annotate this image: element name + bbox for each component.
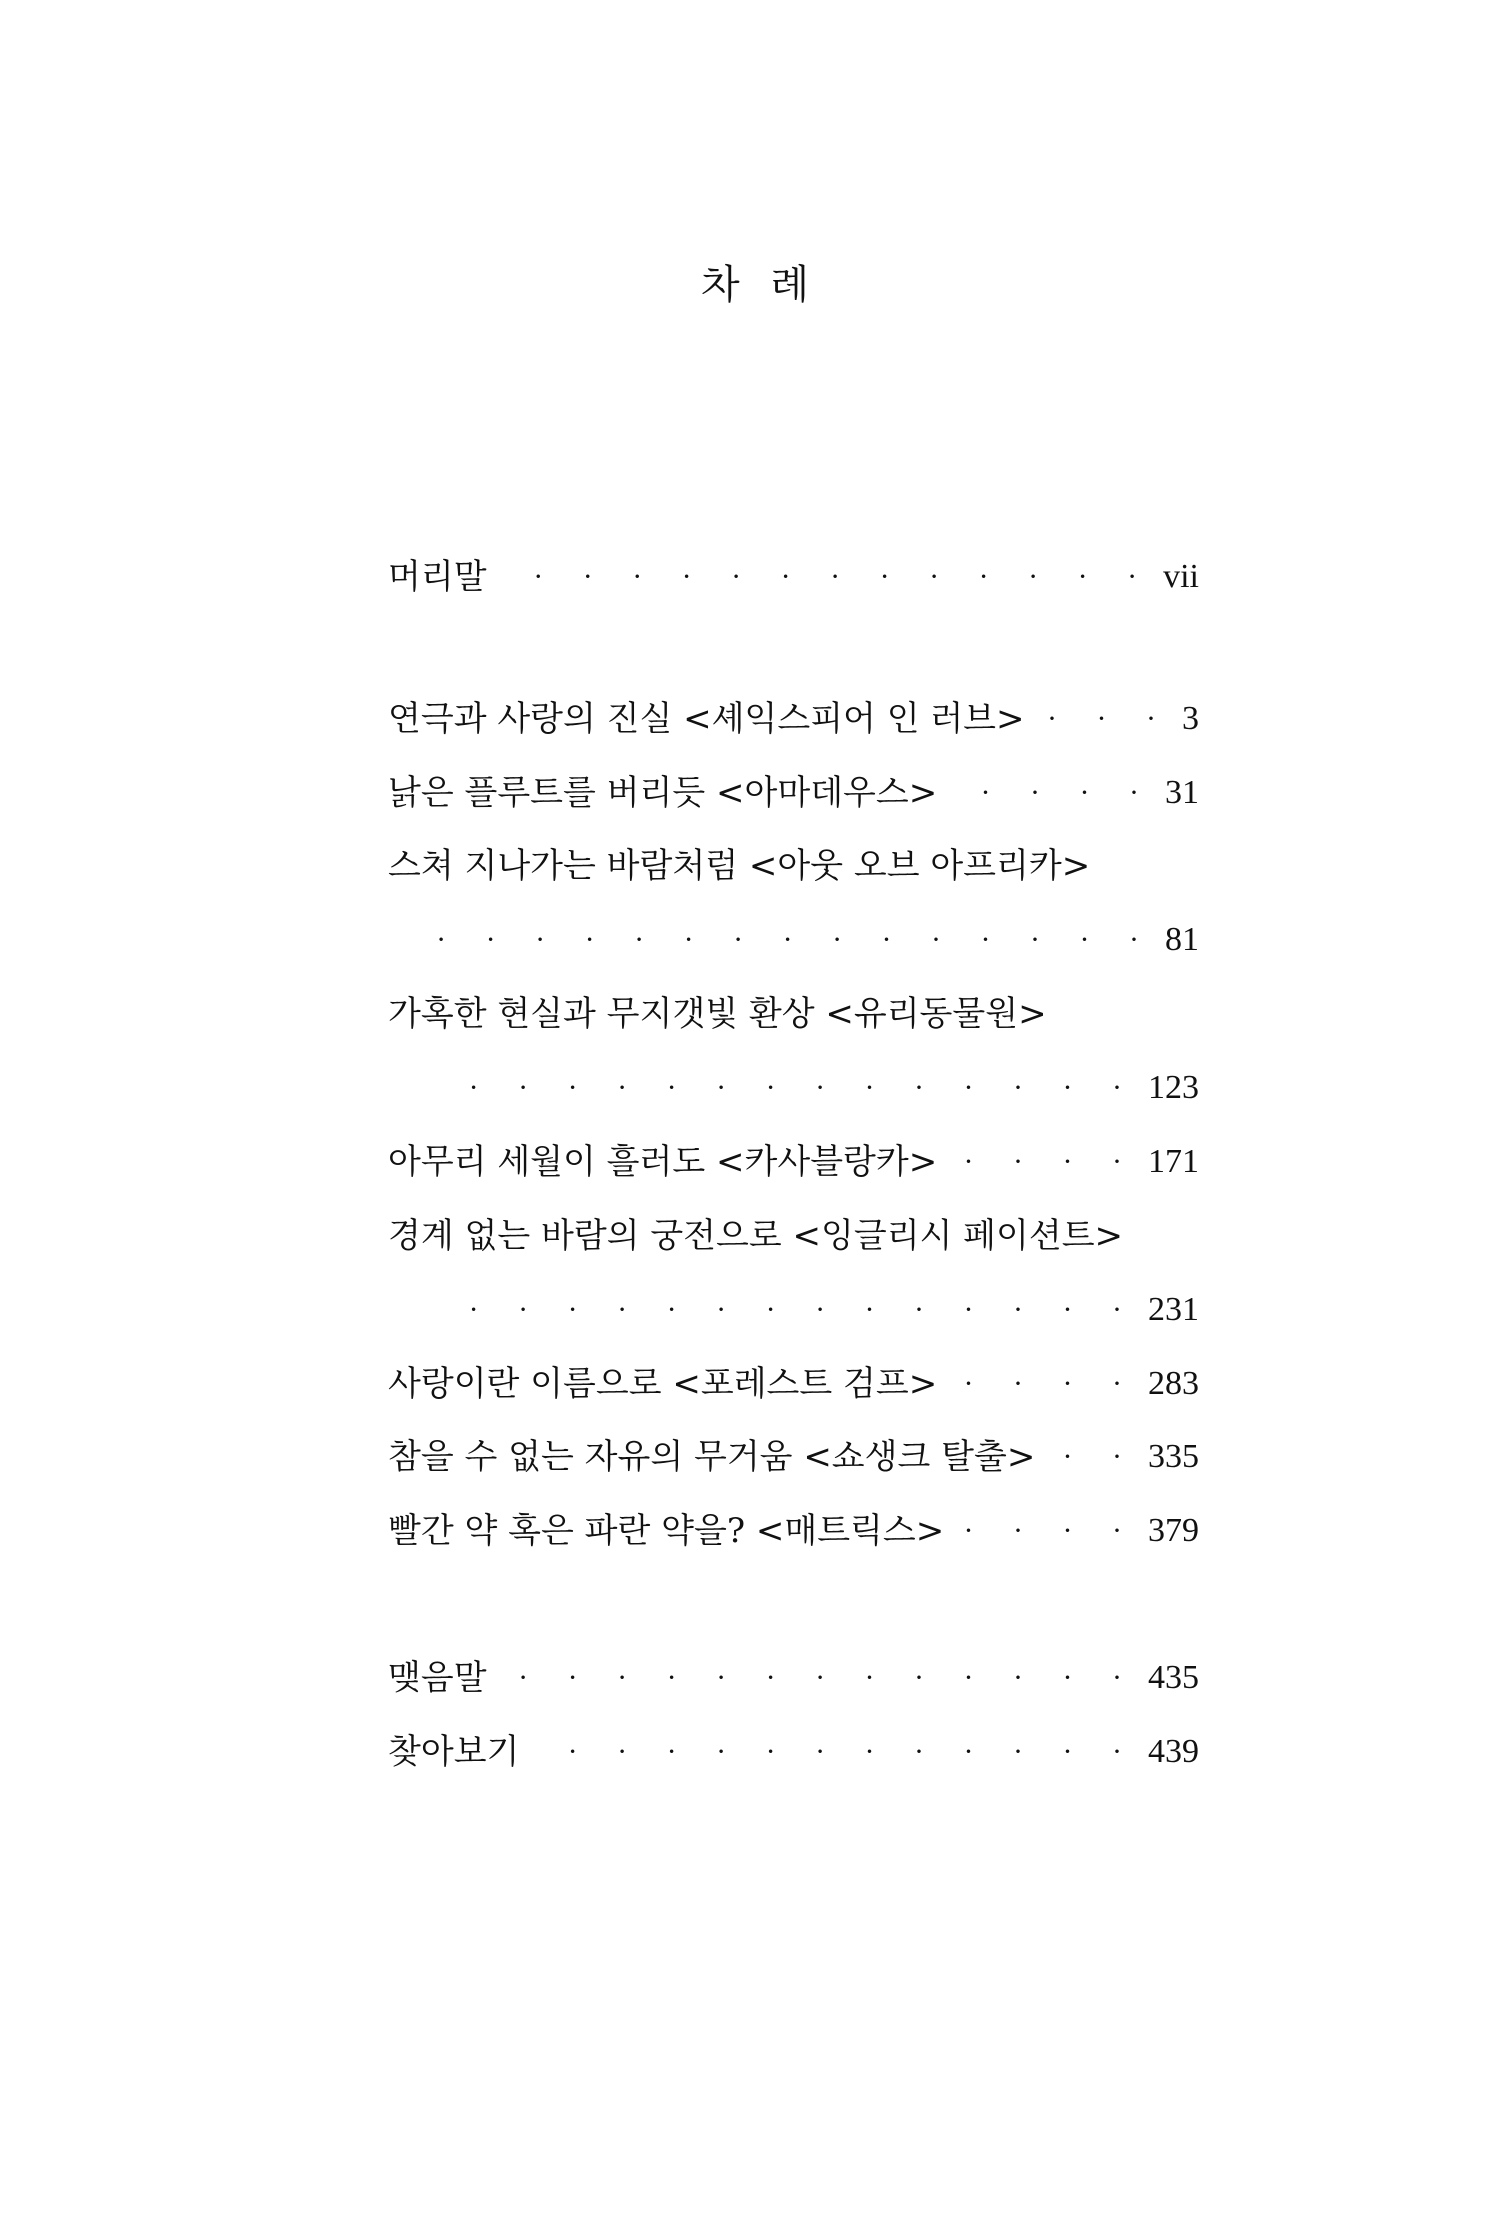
toc-entry-chapter-3-leader[interactable] (388, 910, 1199, 970)
toc-entry-label: 맺음말 (388, 1658, 487, 1698)
toc-entry-page: 439 (1148, 1733, 1199, 1770)
toc-entry-page: 335 (1148, 1438, 1199, 1475)
dot-leader (962, 1501, 1142, 1561)
toc-entry-chapter-8[interactable] (388, 1427, 1199, 1487)
dot-leader (955, 763, 1159, 823)
toc-entry-label: 낡은 플루트를 버리듯 <아마데우스> (388, 773, 938, 813)
toc-entry-label: 찾아보기 (388, 1732, 520, 1772)
page-title: 차 례 (701, 262, 811, 308)
toc-entry-page: 123 (1148, 1069, 1199, 1106)
dot-leader (505, 547, 1158, 607)
dot-leader (444, 1058, 1142, 1118)
toc-entry-chapter-1[interactable] (388, 689, 1199, 749)
toc-entry-label: 참을 수 없는 자유의 무거움 <쇼생크 탈출> (388, 1437, 1036, 1477)
toc-entry-page: 283 (1148, 1365, 1199, 1402)
toc-entry-label: 경계 없는 바람의 궁전으로 <잉글리시 페이션트> (388, 1216, 1124, 1256)
toc-entry-label: 머리말 (388, 557, 487, 597)
dot-leader (537, 1722, 1142, 1782)
toc-entry-label: 가혹한 현실과 무지갯빛 환상 <유리동물원> (388, 994, 1047, 1034)
dot-leader (505, 1648, 1142, 1708)
toc-entry-index[interactable] (388, 1722, 1199, 1782)
toc-entry-page: 3 (1182, 700, 1199, 737)
toc-entry-page: 231 (1148, 1291, 1199, 1328)
dot-leader (955, 1354, 1142, 1414)
toc-entry-chapter-4-leader[interactable] (388, 1058, 1199, 1118)
dot-leader (1043, 689, 1176, 749)
toc-entry-label: 빨간 약 혹은 파란 약을? <매트릭스> (388, 1511, 945, 1551)
dot-leader (955, 1132, 1142, 1192)
toc-entry-page: vii (1163, 558, 1199, 595)
toc-entry-epilogue[interactable] (388, 1648, 1199, 1708)
toc-entry-page: 379 (1148, 1512, 1199, 1549)
toc-entry-label: 사랑이란 이름으로 <포레스트 검프> (388, 1364, 938, 1404)
toc-entry-chapter-6-leader[interactable] (388, 1280, 1199, 1340)
toc-entry-chapter-7[interactable] (388, 1354, 1199, 1414)
toc-entry-chapter-2[interactable] (388, 763, 1199, 823)
dot-leader (416, 910, 1159, 970)
dot-leader (1053, 1427, 1142, 1487)
toc-entry-chapter-3-title[interactable] (388, 836, 1199, 896)
toc-entry-page: 171 (1148, 1143, 1199, 1180)
toc-entry-chapter-4-title[interactable] (388, 984, 1199, 1044)
toc-entry-label: 아무리 세월이 흘러도 <카사블랑카> (388, 1142, 938, 1182)
toc-entry-preface[interactable] (388, 547, 1199, 607)
toc-entry-chapter-6-title[interactable] (388, 1206, 1199, 1266)
toc-entry-page: 435 (1148, 1659, 1199, 1696)
toc-entry-page: 31 (1165, 774, 1199, 811)
toc-entry-label: 연극과 사랑의 진실 <셰익스피어 인 러브> (388, 699, 1025, 739)
toc-entry-chapter-5[interactable] (388, 1132, 1199, 1192)
toc-entry-label: 스쳐 지나가는 바람처럼 <아웃 오브 아프리카> (388, 846, 1091, 886)
toc-entry-chapter-9[interactable] (388, 1501, 1199, 1561)
dot-leader (444, 1280, 1142, 1340)
toc-entry-page: 81 (1165, 921, 1199, 958)
